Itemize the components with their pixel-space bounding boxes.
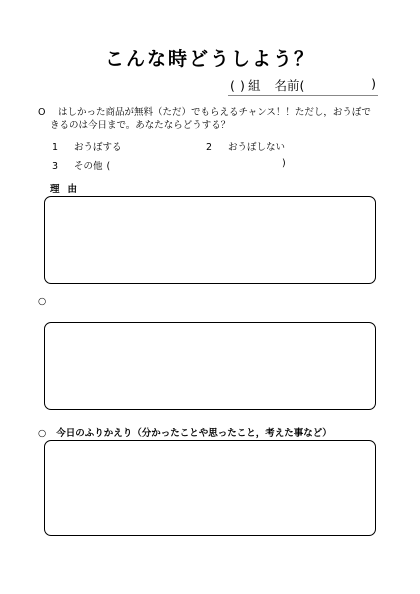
- choice-1-number: 1: [52, 142, 59, 153]
- reflection-answer-box[interactable]: [44, 440, 376, 536]
- choice-3-number: 3: [52, 161, 59, 172]
- choice-3-paren-close: ): [282, 158, 286, 169]
- class-paren-open: (: [230, 78, 235, 93]
- choice-3: [52, 158, 292, 172]
- reflection-label: 今日のふりかえり（分かったことや思ったこと，考えた事など）: [56, 428, 332, 439]
- reason-label: 理由: [50, 184, 86, 195]
- choice-2-label: おうぼしない: [228, 142, 286, 153]
- reflection-heading: [38, 425, 332, 439]
- class-paren-close: ): [240, 78, 245, 93]
- worksheet-title: こんな時どうしよう？: [104, 48, 315, 70]
- choice-1-label: おうぼする: [74, 142, 122, 153]
- choice-2-number: 2: [206, 142, 213, 153]
- name-paren-close: ): [371, 76, 376, 91]
- class-label: 組: [248, 78, 261, 93]
- name-label: 名前(: [274, 78, 305, 93]
- class-name-line: [228, 76, 378, 96]
- question-1-line-1: はしかった商品が無料（ただ）でもらえるチャンス！！ただし，おうぼで: [58, 107, 371, 118]
- question-1-bullet: O: [38, 107, 46, 118]
- choice-2: [206, 139, 285, 153]
- reflection-bullet: ○: [38, 428, 47, 439]
- choice-1: [52, 139, 122, 153]
- choice-3-paren-open: (: [106, 161, 111, 172]
- question-2-bullet: ○: [38, 296, 47, 307]
- question-2-answer-box[interactable]: [44, 322, 376, 410]
- question-1-line-2: きるのは今日まで。あなたならどうする？: [50, 120, 231, 131]
- choice-3-label: その他: [74, 161, 103, 172]
- reason-answer-box[interactable]: [44, 196, 376, 284]
